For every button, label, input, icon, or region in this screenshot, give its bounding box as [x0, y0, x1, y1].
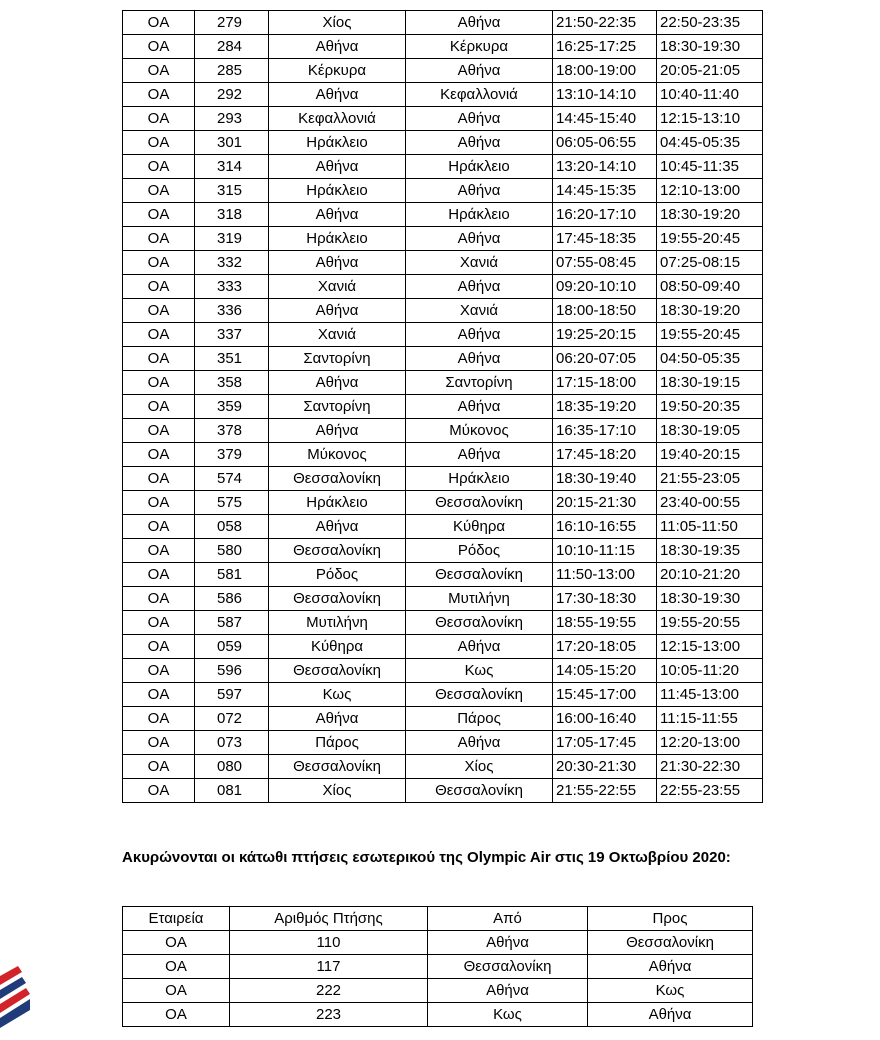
origin-cell: Αθήνα	[269, 707, 406, 731]
time-cell: 17:05-17:45	[553, 731, 657, 755]
time-cell: 08:50-09:40	[657, 275, 763, 299]
time-cell: 19:25-20:15	[553, 323, 657, 347]
table-row	[123, 59, 763, 83]
airline-cell: OA	[123, 755, 195, 779]
airline-cell: OA	[123, 731, 195, 755]
airline-cell: OA	[123, 515, 195, 539]
time-cell: 11:05-11:50	[657, 515, 763, 539]
time-cell: 20:15-21:30	[553, 491, 657, 515]
time-cell: 11:15-11:55	[657, 707, 763, 731]
time-cell: 17:30-18:30	[553, 587, 657, 611]
table-row	[123, 587, 763, 611]
destination-cell: Κύθηρα	[406, 515, 553, 539]
destination-cell: Κεφαλλονιά	[406, 83, 553, 107]
flight-number-cell: 073	[195, 731, 269, 755]
airline-cell: OA	[123, 203, 195, 227]
destination-cell: Χίος	[406, 755, 553, 779]
time-cell: 18:35-19:20	[553, 395, 657, 419]
destination-cell: Αθήνα	[406, 179, 553, 203]
destination-cell: Ηράκλειο	[406, 155, 553, 179]
destination-cell: Κως	[588, 979, 753, 1003]
time-cell: 19:50-20:35	[657, 395, 763, 419]
airline-cell: OA	[123, 107, 195, 131]
time-cell: 16:10-16:55	[553, 515, 657, 539]
table-row	[123, 203, 763, 227]
flight-number-cell: 586	[195, 587, 269, 611]
origin-cell: Θεσσαλονίκη	[269, 587, 406, 611]
origin-cell: Χανιά	[269, 275, 406, 299]
table-row	[123, 1003, 753, 1027]
origin-cell: Αθήνα	[269, 35, 406, 59]
airline-cell: OA	[123, 683, 195, 707]
time-cell: 18:00-19:00	[553, 59, 657, 83]
time-cell: 17:15-18:00	[553, 371, 657, 395]
origin-cell: Ηράκλειο	[269, 491, 406, 515]
time-cell: 12:20-13:00	[657, 731, 763, 755]
table-row	[123, 275, 763, 299]
airline-cell: OA	[123, 779, 195, 803]
time-cell: 04:45-05:35	[657, 131, 763, 155]
table-row	[123, 347, 763, 371]
table-row	[123, 395, 763, 419]
destination-cell: Αθήνα	[406, 395, 553, 419]
origin-cell: Αθήνα	[269, 299, 406, 323]
destination-cell: Θεσσαλονίκη	[406, 563, 553, 587]
airline-cell: OA	[123, 443, 195, 467]
airline-cell: OA	[123, 611, 195, 635]
table-row	[123, 323, 763, 347]
destination-cell: Θεσσαλονίκη	[406, 611, 553, 635]
origin-cell: Θεσσαλονίκη	[269, 539, 406, 563]
destination-cell: Χανιά	[406, 251, 553, 275]
origin-cell: Αθήνα	[269, 251, 406, 275]
destination-cell: Θεσσαλονίκη	[406, 779, 553, 803]
time-cell: 14:45-15:40	[553, 107, 657, 131]
table-row	[123, 419, 763, 443]
flight-number-cell: 315	[195, 179, 269, 203]
airline-cell: OA	[123, 131, 195, 155]
origin-cell: Σαντορίνη	[269, 395, 406, 419]
flight-number-cell: 379	[195, 443, 269, 467]
destination-cell: Αθήνα	[406, 11, 553, 35]
time-cell: 17:45-18:20	[553, 443, 657, 467]
flight-number-cell: 318	[195, 203, 269, 227]
table-row	[123, 179, 763, 203]
origin-cell: Μυτιλήνη	[269, 611, 406, 635]
origin-cell: Αθήνα	[269, 83, 406, 107]
flight-number-cell: 378	[195, 419, 269, 443]
time-cell: 12:15-13:10	[657, 107, 763, 131]
airline-cell: OA	[123, 635, 195, 659]
table-row	[123, 11, 763, 35]
origin-cell: Ηράκλειο	[269, 131, 406, 155]
origin-cell: Κως	[428, 1003, 588, 1027]
flight-number-cell: 059	[195, 635, 269, 659]
table-row	[123, 563, 763, 587]
table-row	[123, 83, 763, 107]
table-row	[123, 299, 763, 323]
origin-cell: Σαντορίνη	[269, 347, 406, 371]
destination-cell: Χανιά	[406, 299, 553, 323]
time-cell: 20:05-21:05	[657, 59, 763, 83]
table-row	[123, 467, 763, 491]
flight-number-cell: 301	[195, 131, 269, 155]
company-cell: OA	[123, 979, 230, 1003]
time-cell: 07:25-08:15	[657, 251, 763, 275]
time-cell: 15:45-17:00	[553, 683, 657, 707]
cancellation-heading: Ακυρώνονται οι κάτωθι πτήσεις εσωτερικού της Olympic Air στις 19 Οκτωβρίου 2020:	[122, 849, 731, 866]
origin-cell: Χίος	[269, 11, 406, 35]
time-cell: 16:00-16:40	[553, 707, 657, 731]
airline-cell: OA	[123, 251, 195, 275]
time-cell: 19:55-20:45	[657, 323, 763, 347]
time-cell: 18:30-19:20	[657, 299, 763, 323]
airline-cell: OA	[123, 371, 195, 395]
origin-cell: Κεφαλλονιά	[269, 107, 406, 131]
time-cell: 16:20-17:10	[553, 203, 657, 227]
time-cell: 18:30-19:35	[657, 539, 763, 563]
table-row	[123, 539, 763, 563]
origin-cell: Αθήνα	[269, 419, 406, 443]
flight-number-cell: 575	[195, 491, 269, 515]
airline-cell: OA	[123, 539, 195, 563]
airline-cell: OA	[123, 35, 195, 59]
time-cell: 14:05-15:20	[553, 659, 657, 683]
destination-cell: Σαντορίνη	[406, 371, 553, 395]
header-company: Εταιρεία	[123, 907, 230, 931]
airline-cell: OA	[123, 59, 195, 83]
flight-number-cell: 336	[195, 299, 269, 323]
header-flight-number: Αριθμός Πτήσης	[230, 907, 428, 931]
destination-cell: Αθήνα	[588, 955, 753, 979]
origin-cell: Πάρος	[269, 731, 406, 755]
table-row	[123, 659, 763, 683]
origin-cell: Ρόδος	[269, 563, 406, 587]
flight-number-cell: 292	[195, 83, 269, 107]
time-cell: 20:30-21:30	[553, 755, 657, 779]
flight-number-cell: 596	[195, 659, 269, 683]
time-cell: 19:55-20:45	[657, 227, 763, 251]
flights-table	[122, 10, 763, 803]
destination-cell: Μυτιλήνη	[406, 587, 553, 611]
time-cell: 19:55-20:55	[657, 611, 763, 635]
time-cell: 21:55-22:55	[553, 779, 657, 803]
origin-cell: Κέρκυρα	[269, 59, 406, 83]
destination-cell: Μύκονος	[406, 419, 553, 443]
time-cell: 10:10-11:15	[553, 539, 657, 563]
origin-cell: Αθήνα	[428, 931, 588, 955]
airline-cell: OA	[123, 155, 195, 179]
destination-cell: Κέρκυρα	[406, 35, 553, 59]
destination-cell: Θεσσαλονίκη	[406, 491, 553, 515]
table-row	[123, 955, 753, 979]
time-cell: 19:40-20:15	[657, 443, 763, 467]
origin-cell: Ηράκλειο	[269, 179, 406, 203]
time-cell: 17:45-18:35	[553, 227, 657, 251]
time-cell: 18:30-19:30	[657, 35, 763, 59]
table-row	[123, 251, 763, 275]
origin-cell: Αθήνα	[428, 979, 588, 1003]
airline-cell: OA	[123, 299, 195, 323]
time-cell: 21:50-22:35	[553, 11, 657, 35]
table-row	[123, 779, 763, 803]
time-cell: 06:20-07:05	[553, 347, 657, 371]
time-cell: 10:05-11:20	[657, 659, 763, 683]
company-cell: OA	[123, 1003, 230, 1027]
time-cell: 12:15-13:00	[657, 635, 763, 659]
table-row	[123, 515, 763, 539]
flight-number-cell: 351	[195, 347, 269, 371]
time-cell: 18:30-19:05	[657, 419, 763, 443]
origin-cell: Χανιά	[269, 323, 406, 347]
flight-number-cell: 597	[195, 683, 269, 707]
company-cell: OA	[123, 931, 230, 955]
airline-cell: OA	[123, 491, 195, 515]
airline-cell: OA	[123, 11, 195, 35]
time-cell: 22:50-23:35	[657, 11, 763, 35]
time-cell: 12:10-13:00	[657, 179, 763, 203]
company-cell: OA	[123, 955, 230, 979]
airline-logo-stripes	[0, 966, 30, 1040]
origin-cell: Αθήνα	[269, 155, 406, 179]
time-cell: 13:20-14:10	[553, 155, 657, 179]
flight-number-cell: 072	[195, 707, 269, 731]
flight-number-cell: 580	[195, 539, 269, 563]
flight-number-cell: 337	[195, 323, 269, 347]
time-cell: 22:55-23:55	[657, 779, 763, 803]
flight-number-cell: 358	[195, 371, 269, 395]
destination-cell: Αθήνα	[406, 131, 553, 155]
table-row	[123, 107, 763, 131]
time-cell: 16:35-17:10	[553, 419, 657, 443]
time-cell: 18:30-19:15	[657, 371, 763, 395]
flight-number-cell: 319	[195, 227, 269, 251]
time-cell: 10:40-11:40	[657, 83, 763, 107]
time-cell: 09:20-10:10	[553, 275, 657, 299]
table-row	[123, 731, 763, 755]
time-cell: 21:55-23:05	[657, 467, 763, 491]
flight-number-cell: 333	[195, 275, 269, 299]
origin-cell: Αθήνα	[269, 515, 406, 539]
airline-cell: OA	[123, 707, 195, 731]
table-row	[123, 683, 763, 707]
airline-cell: OA	[123, 179, 195, 203]
airline-cell: OA	[123, 563, 195, 587]
destination-cell: Αθήνα	[406, 443, 553, 467]
time-cell: 18:55-19:55	[553, 611, 657, 635]
table-row	[123, 707, 763, 731]
table-header-row	[123, 907, 753, 931]
time-cell: 18:30-19:30	[657, 587, 763, 611]
origin-cell: Χίος	[269, 779, 406, 803]
time-cell: 06:05-06:55	[553, 131, 657, 155]
time-cell: 16:25-17:25	[553, 35, 657, 59]
origin-cell: Αθήνα	[269, 203, 406, 227]
destination-cell: Θεσσαλονίκη	[406, 683, 553, 707]
airline-cell: OA	[123, 419, 195, 443]
table-row	[123, 755, 763, 779]
flight-number-cell: 081	[195, 779, 269, 803]
origin-cell: Κύθηρα	[269, 635, 406, 659]
table-row	[123, 931, 753, 955]
destination-cell: Αθήνα	[406, 635, 553, 659]
flight-number-cell: 285	[195, 59, 269, 83]
origin-cell: Μύκονος	[269, 443, 406, 467]
origin-cell: Θεσσαλονίκη	[269, 659, 406, 683]
table-row	[123, 491, 763, 515]
destination-cell: Αθήνα	[406, 227, 553, 251]
destination-cell: Ρόδος	[406, 539, 553, 563]
header-from: Από	[428, 907, 588, 931]
destination-cell: Ηράκλειο	[406, 467, 553, 491]
time-cell: 17:20-18:05	[553, 635, 657, 659]
time-cell: 18:30-19:20	[657, 203, 763, 227]
table-row	[123, 35, 763, 59]
airline-cell: OA	[123, 275, 195, 299]
time-cell: 21:30-22:30	[657, 755, 763, 779]
destination-cell: Κως	[406, 659, 553, 683]
origin-cell: Ηράκλειο	[269, 227, 406, 251]
time-cell: 14:45-15:35	[553, 179, 657, 203]
table-row	[123, 443, 763, 467]
flight-number-cell: 359	[195, 395, 269, 419]
table-row	[123, 227, 763, 251]
origin-cell: Θεσσαλονίκη	[269, 755, 406, 779]
airline-cell: OA	[123, 347, 195, 371]
time-cell: 18:30-19:40	[553, 467, 657, 491]
flight-number-cell: 587	[195, 611, 269, 635]
time-cell: 13:10-14:10	[553, 83, 657, 107]
airline-cell: OA	[123, 395, 195, 419]
header-to: Προς	[588, 907, 753, 931]
table-row	[123, 979, 753, 1003]
airline-cell: OA	[123, 323, 195, 347]
table-row	[123, 155, 763, 179]
origin-cell: Θεσσαλονίκη	[269, 467, 406, 491]
cancelled-flights-table	[122, 906, 753, 1027]
airline-cell: OA	[123, 659, 195, 683]
origin-cell: Αθήνα	[269, 371, 406, 395]
table-row	[123, 371, 763, 395]
time-cell: 20:10-21:20	[657, 563, 763, 587]
time-cell: 11:50-13:00	[553, 563, 657, 587]
airline-cell: OA	[123, 227, 195, 251]
airline-cell: OA	[123, 467, 195, 491]
destination-cell: Πάρος	[406, 707, 553, 731]
flight-number-cell: 110	[230, 931, 428, 955]
destination-cell: Ηράκλειο	[406, 203, 553, 227]
time-cell: 04:50-05:35	[657, 347, 763, 371]
time-cell: 23:40-00:55	[657, 491, 763, 515]
origin-cell: Θεσσαλονίκη	[428, 955, 588, 979]
flight-number-cell: 581	[195, 563, 269, 587]
flight-number-cell: 080	[195, 755, 269, 779]
table-row	[123, 131, 763, 155]
destination-cell: Αθήνα	[406, 323, 553, 347]
destination-cell: Αθήνα	[406, 731, 553, 755]
airline-cell: OA	[123, 587, 195, 611]
origin-cell: Κως	[269, 683, 406, 707]
flight-number-cell: 314	[195, 155, 269, 179]
table-row	[123, 611, 763, 635]
flight-number-cell: 117	[230, 955, 428, 979]
time-cell: 10:45-11:35	[657, 155, 763, 179]
flight-number-cell: 058	[195, 515, 269, 539]
flight-number-cell: 574	[195, 467, 269, 491]
airline-cell: OA	[123, 83, 195, 107]
destination-cell: Αθήνα	[406, 275, 553, 299]
flight-number-cell: 279	[195, 11, 269, 35]
time-cell: 18:00-18:50	[553, 299, 657, 323]
time-cell: 11:45-13:00	[657, 683, 763, 707]
flight-number-cell: 284	[195, 35, 269, 59]
destination-cell: Αθήνα	[406, 59, 553, 83]
flight-number-cell: 222	[230, 979, 428, 1003]
table-row	[123, 635, 763, 659]
flight-number-cell: 332	[195, 251, 269, 275]
destination-cell: Αθήνα	[588, 1003, 753, 1027]
time-cell: 07:55-08:45	[553, 251, 657, 275]
destination-cell: Θεσσαλονίκη	[588, 931, 753, 955]
flight-number-cell: 293	[195, 107, 269, 131]
destination-cell: Αθήνα	[406, 107, 553, 131]
destination-cell: Αθήνα	[406, 347, 553, 371]
flight-number-cell: 223	[230, 1003, 428, 1027]
